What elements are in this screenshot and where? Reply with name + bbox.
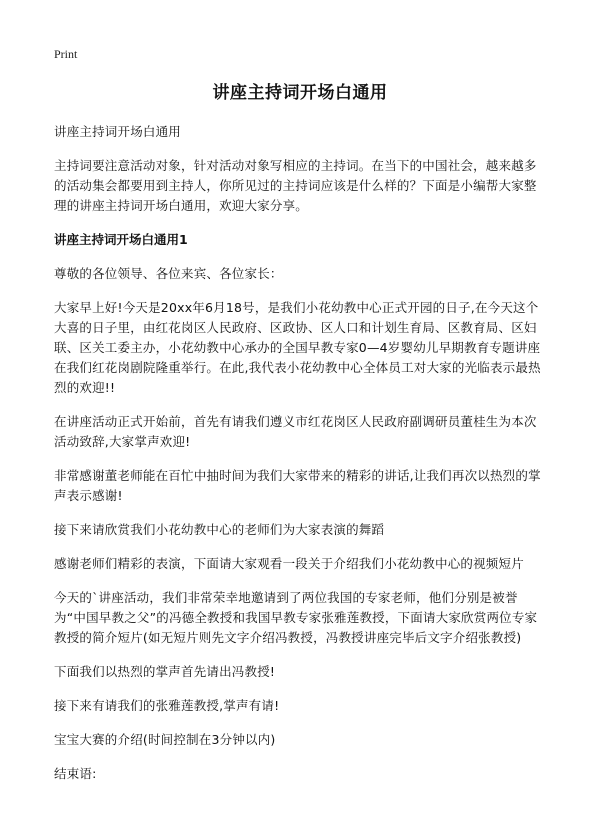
paragraph-closing: 结束语: [54, 766, 97, 781]
paragraph-dance: 接下来请欣赏我们小花幼教中心的老师们为大家表演的舞蹈 [54, 522, 385, 537]
intro-line: 讲座主持词开场白通用 [54, 124, 182, 139]
paragraph-experts: 今天的`讲座活动，我们非常荣幸地邀请到了两位我国的专家老师，他们分别是被誉为“中国早教之父”的冯德全教授和我国早教专家张雅莲教授，下面请大家欣赏两位专家教授的简介短片(如无短片则先文字介绍冯教授，冯教授讲座完毕后文字介绍张教授) [54, 590, 538, 645]
paragraph-feng: 下面我们以热烈的掌声首先请出冯教授! [54, 664, 276, 679]
print-link[interactable]: Print [54, 47, 78, 61]
paragraph-video: 感谢老师们精彩的表演，下面请大家观看一段关于介绍我们小花幼教中心的视频短片 [54, 556, 524, 571]
paragraph-zhang: 接下来有请我们的张雅莲教授,掌声有请! [54, 698, 280, 713]
paragraph-thanks: 非常感谢董老师能在百忙中抽时间为我们大家带来的精彩的讲话,让我们再次以热烈的掌声表示感谢! [54, 468, 541, 503]
paragraph-greeting: 尊敬的各位领导、各位来宾、各位家长： [54, 266, 283, 281]
paragraph-opening-speech: 在讲座活动正式开始前，首先有请我们遵义市红花岗区人民政府副调研员董桂生为本次活动致辞,大家掌声欢迎! [54, 414, 537, 449]
paragraph-contest: 宝宝大赛的介绍(时间控制在3分钟以内) [54, 732, 276, 747]
paragraph-welcome: 大家早上好!今天是20xx年6月18号，是我们小花幼教中心正式开园的日子,在今天这个大喜的日子里，由红花岗区人民政府、区政协、区人口和计划生育局、区教育局、区妇联、区关工委主办，小花幼教中心承办的全国早教专家0—4岁婴幼儿早期教育专题讲座在我们红花岗剧院隆重举行。在此,我代表小花幼教中心全体员工对大家的光临表示最热烈的欢迎!! [54, 300, 541, 395]
intro-paragraph: 主持词要注意活动对象，针对活动对象写相应的主持词。在当下的中国社会，越来越多的活动集会都要用到主持人，你所见过的主持词应该是什么样的？下面是小编帮大家整理的讲座主持词开场白通用，欢迎大家分享。 [54, 158, 537, 213]
page-title: 讲座主持词开场白通用 [212, 83, 388, 103]
document-body [54, 122, 548, 798]
section-heading: 讲座主持词开场白通用1 [54, 232, 188, 247]
